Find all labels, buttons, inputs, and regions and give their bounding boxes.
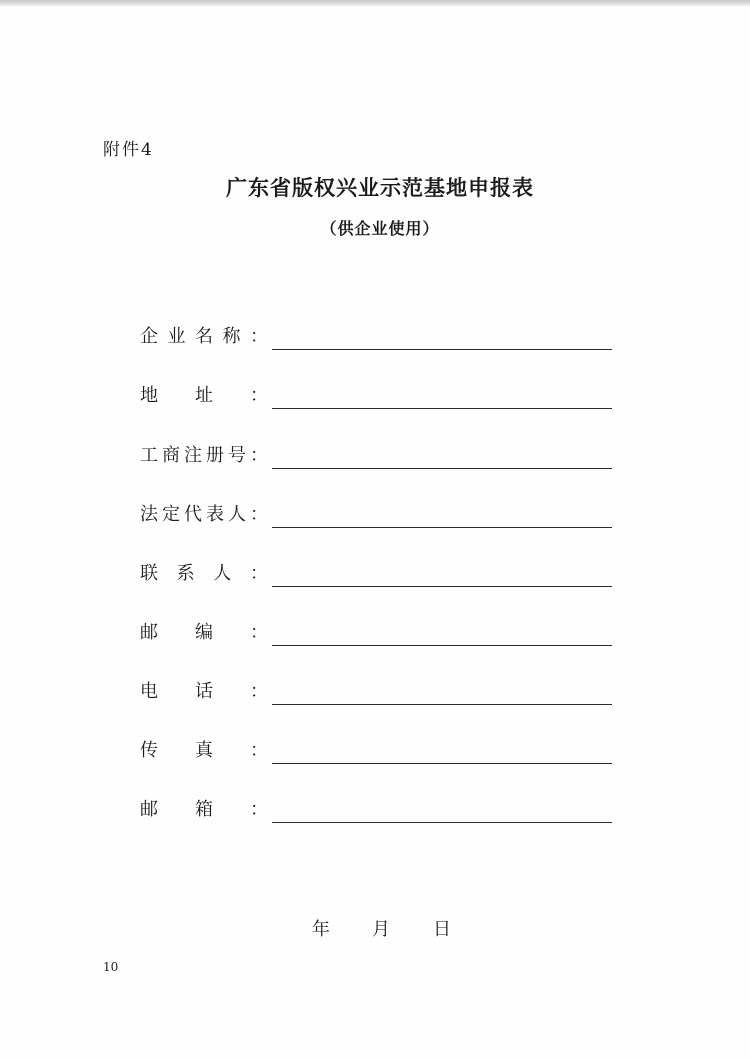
field-input-line[interactable] [272,704,612,705]
field-label-char: 企 [140,326,158,347]
form-field-row [140,791,612,825]
field-label-char: ： [250,799,268,820]
field-label [140,736,268,762]
field-label-char: 注 [184,445,202,466]
field-label-char: 业 [167,326,186,347]
field-label-char: ： [250,681,268,702]
field-label-char: 表 [206,504,224,525]
field-label [140,795,268,821]
field-label [140,441,268,467]
date-day-label: 日 [433,919,451,940]
field-input-line[interactable] [272,763,612,764]
field-label [140,322,268,348]
field-input-line[interactable] [272,645,612,646]
form-field-row [140,673,612,707]
field-label-char: 代 [184,504,202,525]
field-input-line[interactable] [272,822,612,823]
form-field-row [140,496,612,530]
scan-edge [0,0,750,6]
field-label-char: 商 [162,445,180,466]
attachment-label: 附件4 [103,140,154,160]
field-label [140,618,268,644]
field-label-char: 人 [213,563,232,584]
field-label [140,677,268,703]
form-title: 广东省版权兴业示范基地申报表 [226,175,534,200]
field-label-char: 法 [140,504,158,525]
field-input-line[interactable] [272,408,612,409]
field-input-line[interactable] [272,586,612,587]
field-label-char: 编 [195,622,213,643]
field-label-char: 电 [140,681,158,702]
page-number: 10 [103,960,119,974]
field-label-char: 工 [140,445,158,466]
date-year-label: 年 [312,919,330,940]
field-input-line[interactable] [272,349,612,350]
form-field-row [140,318,612,352]
field-label-char: 箱 [195,799,213,820]
form-field-row [140,437,612,471]
field-label-char: ： [250,622,268,643]
field-label-char: 定 [162,504,180,525]
field-label-char: 系 [176,563,195,584]
form-field-row [140,377,612,411]
field-label-char: 册 [206,445,224,466]
field-label-char: 邮 [140,799,158,820]
field-label [140,500,268,526]
field-label-char: 真 [195,740,213,761]
field-label-char: ： [249,563,268,584]
field-label-char: ： [250,445,268,466]
field-label-char: 地 [140,385,158,406]
field-label-char: 称 [222,326,241,347]
field-label-char: 名 [195,326,213,347]
form-field-row [140,555,612,589]
form-subtitle: （供企业使用） [320,219,440,238]
field-label-char: 址 [195,385,213,406]
field-label-char: 人 [228,504,246,525]
field-label [140,381,268,407]
field-label-char: 传 [140,740,158,761]
field-input-line[interactable] [272,468,612,469]
field-input-line[interactable] [272,527,612,528]
field-label [140,559,268,585]
field-label-char: ： [250,504,268,525]
field-label-char: 号 [228,445,246,466]
form-field-row [140,732,612,766]
form-field-row [140,614,612,648]
field-label-char: ： [250,326,268,347]
field-label-char: 邮 [140,622,158,643]
field-label-char: ： [250,385,268,406]
field-label-char: 话 [195,681,213,702]
date-month-label: 月 [372,919,390,940]
field-label-char: 联 [140,563,158,584]
field-label-char: ： [250,740,268,761]
